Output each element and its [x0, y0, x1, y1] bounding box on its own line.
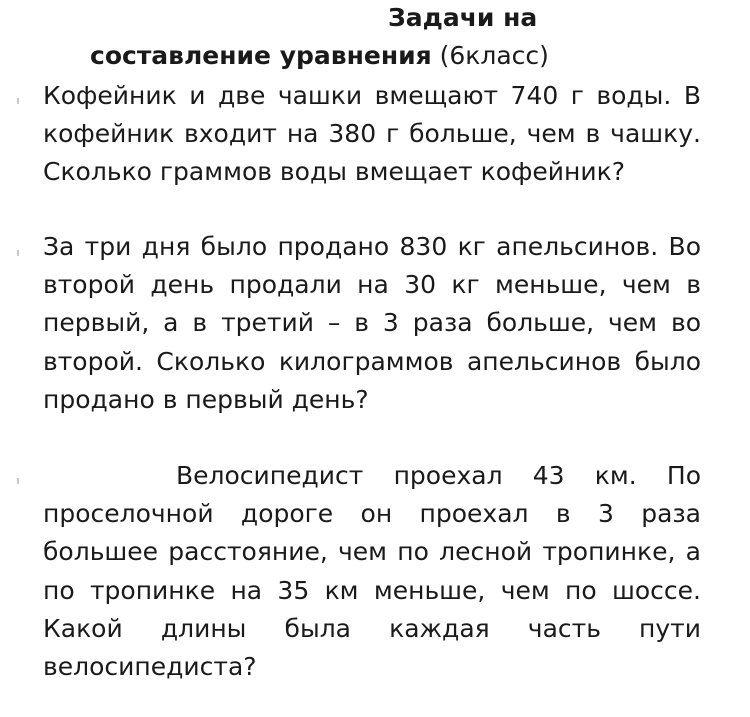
margin-mark	[17, 250, 19, 256]
margin-mark	[17, 98, 19, 104]
margin-mark	[17, 478, 19, 484]
title-grade: (6класс)	[431, 41, 549, 70]
title-main: составление уравнения	[90, 41, 432, 70]
problem-3-text: Велосипедист проехал 43 км. По проселочной дороге он проехал в 3 раза большее расстояние, чем по лесной тропинке, а по тропинке на 35 км меньше, чем по шоссе. Какой длины была каждая часть пути велосипедиста?	[43, 461, 701, 682]
problem-2-text: За три дня было продано 830 кг апельсинов. Во второй день продали на 30 кг меньше, чем в первый, а в третий – в 3 раза больше, чем во второй. Сколько килограммов апельсинов было продано в первый день?	[43, 232, 701, 414]
problem-1-text: Кофейник и две чашки вмещают 740 г воды. В кофейник входит на 380 г больше, чем в чашку. Сколько граммов воды вмещает кофейник?	[43, 81, 701, 187]
title-line-1: Задачи на	[388, 3, 538, 32]
title-line-2	[90, 38, 549, 74]
